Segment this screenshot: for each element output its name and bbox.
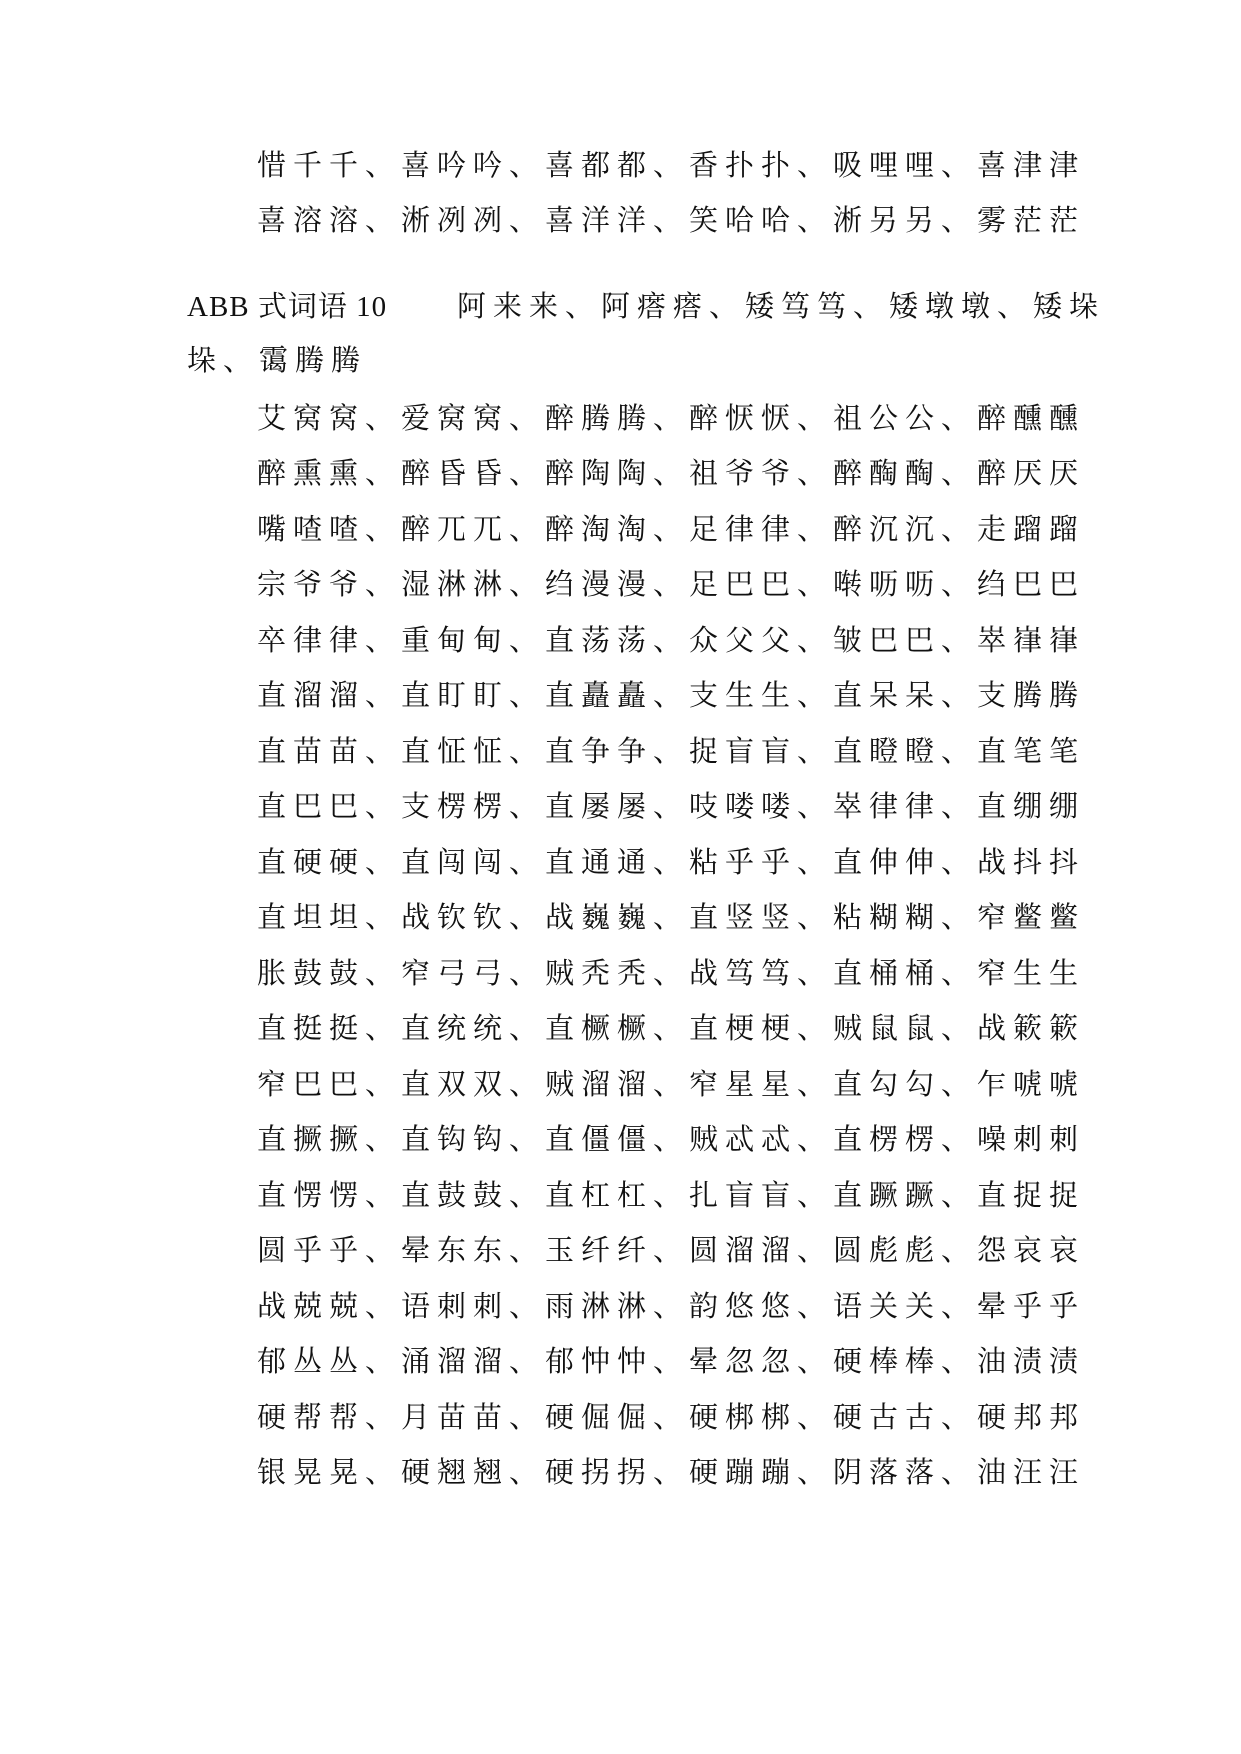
text-line: 战兢兢、语刺刺、雨淋淋、韵悠悠、语关关、晕乎乎 — [257, 1289, 1086, 1323]
text-line: 直硬硬、直闯闯、直通通、粘乎乎、直伸伸、战抖抖 — [257, 845, 1086, 879]
text-line: 直苗苗、直怔怔、直争争、捉盲盲、直瞪瞪、直笔笔 — [257, 734, 1086, 768]
text-line: 胀鼓鼓、窄弓弓、贼秃秃、战笃笃、直桶桶、窄生生 — [257, 956, 1086, 990]
text-line: 硬帮帮、月苗苗、硬倔倔、硬梆梆、硬古古、硬邦邦 — [257, 1400, 1086, 1434]
text-line: 郁丛丛、涌溜溜、郁忡忡、晕忽忽、硬棒棒、油渍渍 — [257, 1344, 1086, 1378]
text-line-wrap: 垛、霭腾腾 — [187, 343, 368, 377]
section-heading-row — [187, 286, 1106, 327]
text-line: 直愣愣、直鼓鼓、直杠杠、扎盲盲、直蹶蹶、直捉捉 — [257, 1178, 1086, 1212]
text-line: 艾窝窝、爱窝窝、醉腾腾、醉恹恹、祖公公、醉醺醺 — [257, 401, 1086, 435]
text-line: 窄巴巴、直双双、贼溜溜、窄星星、直勾勾、乍唬唬 — [257, 1067, 1086, 1101]
text-line: 卒律律、重甸甸、直荡荡、众父父、皱巴巴、崒嵂嵂 — [257, 623, 1086, 657]
section-label: ABB 式词语 10 — [187, 291, 388, 323]
text-line: 阿来来、阿瘩瘩、矮笃笃、矮墩墩、矮垛 — [457, 289, 1106, 323]
text-line: 直溜溜、直盯盯、直矗矗、支生生、直呆呆、支腾腾 — [257, 678, 1086, 712]
text-line: 直巴巴、支楞楞、直屡屡、吱喽喽、崒律律、直绷绷 — [257, 789, 1086, 823]
text-line: 喜溶溶、淅冽冽、喜洋洋、笑哈哈、淅另另、雾茫茫 — [257, 203, 1086, 237]
text-line: 宗爷爷、湿淋淋、绉漫漫、足巴巴、啭呖呖、绉巴巴 — [257, 567, 1086, 601]
text-line: 直撅撅、直钩钩、直僵僵、贼忒忒、直楞楞、噪刺刺 — [257, 1122, 1086, 1156]
text-line: 嘴喳喳、醉兀兀、醉淘淘、足律律、醉沉沉、走蹓蹓 — [257, 512, 1086, 546]
text-line: 醉熏熏、醉昏昏、醉陶陶、祖爷爷、醉醄醄、醉厌厌 — [257, 456, 1086, 490]
text-line: 直挺挺、直统统、直橛橛、直梗梗、贼鼠鼠、战簌簌 — [257, 1011, 1086, 1045]
text-line: 银晃晃、硬翘翘、硬拐拐、硬蹦蹦、阴落落、油汪汪 — [257, 1455, 1086, 1489]
text-line: 圆乎乎、晕东东、玉纤纤、圆溜溜、圆彪彪、怨哀哀 — [257, 1233, 1086, 1267]
text-line: 惜千千、喜吟吟、喜都都、香扑扑、吸哩哩、喜津津 — [257, 148, 1086, 182]
text-line: 直坦坦、战钦钦、战巍巍、直竖竖、粘糊糊、窄鳖鳖 — [257, 900, 1086, 934]
